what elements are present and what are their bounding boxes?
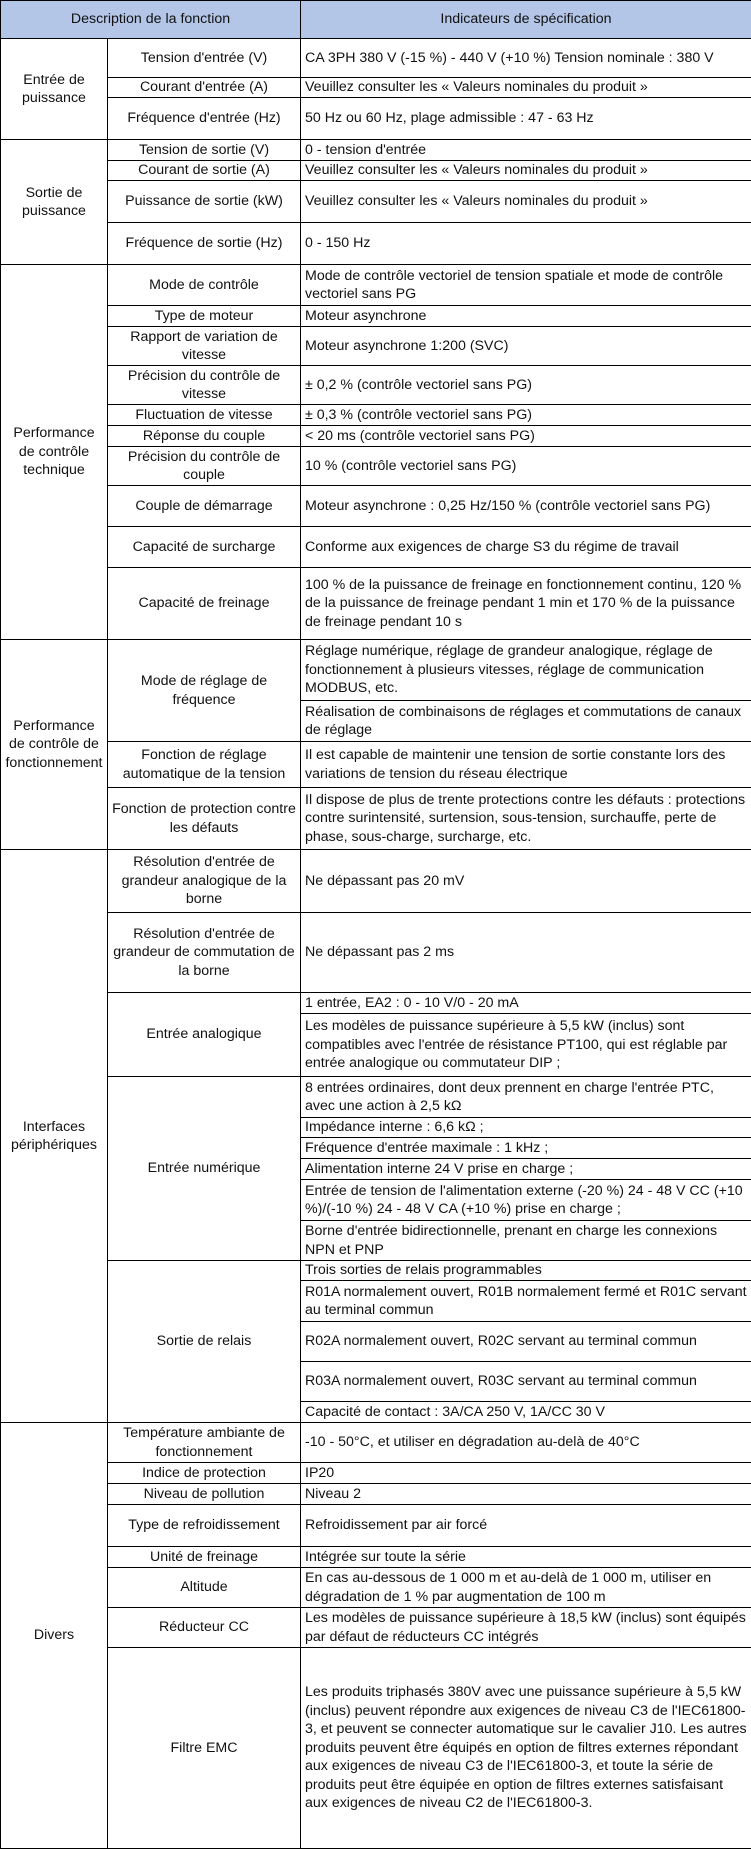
value-cell: Veuillez consulter les « Valeurs nominales du produit »: [301, 181, 751, 223]
table-row: [1, 1608, 751, 1648]
function-cell: Réponse du couple: [108, 426, 301, 447]
value-cell: Fréquence d'entrée maximale : 1 kHz ;: [301, 1138, 751, 1159]
value-cell: Les modèles de puissance supérieure à 18,5 kW (inclus) sont équipés par défaut de réducteurs CC intégrés: [301, 1608, 751, 1648]
value-cell: Ne dépassant pas 2 ms: [301, 913, 751, 993]
value-cell: Veuillez consulter les « Valeurs nominales du produit »: [301, 161, 751, 181]
table-row: [1, 1505, 751, 1547]
value-cell: R02A normalement ouvert, R02C servant au terminal commun: [301, 1322, 751, 1362]
header-indicators: Indicateurs de spécification: [301, 1, 751, 39]
value-cell: Moteur asynchrone: [301, 306, 751, 327]
table-row: [1, 223, 751, 265]
value-cell: En cas au-dessous de 1 000 m et au-delà de 1 000 m, utiliser en dégradation de 1 % par augmentation de 100 m: [301, 1568, 751, 1608]
table-row: [1, 78, 751, 98]
function-cell: Mode de réglage de fréquence: [108, 640, 301, 742]
value-cell: R01A normalement ouvert, R01B normalement fermé et R01C servant au terminal commun: [301, 1281, 751, 1322]
function-cell: Type de refroidissement: [108, 1505, 301, 1547]
table-row: [1, 993, 751, 1014]
function-cell: Fréquence d'entrée (Hz): [108, 98, 301, 140]
value-cell: Moteur asynchrone : 0,25 Hz/150 % (contrôle vectoriel sans PG): [301, 486, 751, 527]
function-cell: Puissance de sortie (kW): [108, 181, 301, 223]
function-cell: Fonction de protection contre les défauts: [108, 788, 301, 850]
table-row: [1, 447, 751, 486]
table-row: [1, 405, 751, 426]
value-cell: < 20 ms (contrôle vectoriel sans PG): [301, 426, 751, 447]
header-description: Description de la fonction: [1, 1, 301, 39]
value-cell: Trois sorties de relais programmables: [301, 1261, 751, 1281]
table-row: [1, 426, 751, 447]
value-cell: R03A normalement ouvert, R03C servant au terminal commun: [301, 1362, 751, 1402]
value-cell: Les modèles de puissance supérieure à 5,5 kW (inclus) sont compatibles avec l'entrée de résistance PT100, qui est réglable par entrée analogique ou commutateur DIP ;: [301, 1014, 751, 1077]
category-cell: Entrée de puissance: [1, 39, 108, 140]
table-row: [1, 1648, 751, 1849]
value-cell: Il dispose de plus de trente protections contre les défauts : protections contre surintensité, surtension, sous-tension, surchauffe, perte de phase, sous-charge, surcharge, etc.: [301, 788, 751, 850]
table-row: [1, 913, 751, 993]
value-cell: 10 % (contrôle vectoriel sans PG): [301, 447, 751, 486]
table-row: [1, 640, 751, 701]
table-row: [1, 39, 751, 78]
value-cell: Alimentation interne 24 V prise en charge ;: [301, 1159, 751, 1180]
table-row: [1, 140, 751, 161]
table-row: [1, 568, 751, 640]
function-cell: Niveau de pollution: [108, 1484, 301, 1505]
value-cell: -10 - 50°C, et utiliser en dégradation au-delà de 40°C: [301, 1423, 751, 1463]
function-cell: Tension d'entrée (V): [108, 39, 301, 78]
table-row: [1, 1547, 751, 1568]
function-cell: Fluctuation de vitesse: [108, 405, 301, 426]
table-row: [1, 1568, 751, 1608]
value-cell: IP20: [301, 1463, 751, 1484]
value-cell: Réglage numérique, réglage de grandeur analogique, réglage de fonctionnement à plusieurs vitesses, réglage de communication MODBUS, etc.: [301, 640, 751, 701]
table-row: [1, 527, 751, 568]
value-cell: Impédance interne : 6,6 kΩ ;: [301, 1118, 751, 1138]
category-cell: Sortie de puissance: [1, 140, 108, 265]
function-cell: Réducteur CC: [108, 1608, 301, 1648]
function-cell: Entrée numérique: [108, 1077, 301, 1261]
function-cell: Fonction de réglage automatique de la tension: [108, 742, 301, 788]
value-cell: Moteur asynchrone 1:200 (SVC): [301, 327, 751, 366]
value-cell: Conforme aux exigences de charge S3 du régime de travail: [301, 527, 751, 568]
table-row: [1, 1423, 751, 1463]
table-row: [1, 98, 751, 140]
function-cell: Entrée analogique: [108, 993, 301, 1077]
table-row: [1, 788, 751, 850]
table-row: [1, 1484, 751, 1505]
table-row: [1, 161, 751, 181]
function-cell: Capacité de freinage: [108, 568, 301, 640]
table-row: [1, 327, 751, 366]
table-row: [1, 366, 751, 405]
function-cell: Capacité de surcharge: [108, 527, 301, 568]
function-cell: Précision du contrôle de couple: [108, 447, 301, 486]
table-row: [1, 1261, 751, 1281]
function-cell: Courant de sortie (A): [108, 161, 301, 181]
function-cell: Résolution d'entrée de grandeur de commutation de la borne: [108, 913, 301, 993]
value-cell: ± 0,2 % (contrôle vectoriel sans PG): [301, 366, 751, 405]
function-cell: Indice de protection: [108, 1463, 301, 1484]
table-row: [1, 850, 751, 913]
value-cell: CA 3PH 380 V (-15 %) - 440 V (+10 %) Tension nominale : 380 V: [301, 39, 751, 78]
value-cell: Refroidissement par air forcé: [301, 1505, 751, 1547]
value-cell: Intégrée sur toute la série: [301, 1547, 751, 1568]
value-cell: Niveau 2: [301, 1484, 751, 1505]
table-row: [1, 742, 751, 788]
value-cell: Entrée de tension de l'alimentation externe (-20 %) 24 - 48 V CC (+10 %)/(-10 %) 24 - 48 V CA (+10 %) prise en charge ;: [301, 1180, 751, 1221]
table-row: [1, 1077, 751, 1118]
value-cell: 0 - tension d'entrée: [301, 140, 751, 161]
category-cell: Performance de contrôle de fonctionnement: [1, 640, 108, 850]
function-cell: Type de moteur: [108, 306, 301, 327]
function-cell: Courant d'entrée (A): [108, 78, 301, 98]
value-cell: Ne dépassant pas 20 mV: [301, 850, 751, 913]
function-cell: Altitude: [108, 1568, 301, 1608]
value-cell: Veuillez consulter les « Valeurs nominales du produit »: [301, 78, 751, 98]
value-cell: Il est capable de maintenir une tension de sortie constante lors des variations de tension du réseau électrique: [301, 742, 751, 788]
value-cell: 100 % de la puissance de freinage en fonctionnement continu, 120 % de la puissance de freinage pendant 1 min et 170 % de la puissance de freinage pendant 10 s: [301, 568, 751, 640]
table-row: [1, 181, 751, 223]
function-cell: Sortie de relais: [108, 1261, 301, 1423]
table-row: [1, 486, 751, 527]
value-cell: 50 Hz ou 60 Hz, plage admissible : 47 - 63 Hz: [301, 98, 751, 140]
value-cell: 8 entrées ordinaires, dont deux prennent en charge l'entrée PTC, avec une action à 2,5 kΩ: [301, 1077, 751, 1118]
function-cell: Unité de freinage: [108, 1547, 301, 1568]
value-cell: Les produits triphasés 380V avec une puissance supérieure à 5,5 kW (inclus) peuvent répondre aux exigences de niveau C3 de l'IEC61800-3, et peuvent se connecter automatique sur le cavalier J10. Les autres produits peuvent être équipés en option de filtres externes répondant aux exigences de niveau C3 de l'IEC61800-3, et toute la série de produits peut être équipée en option de filtres externes satisfaisant aux exigences de niveau C2 de l'IEC61800-3.: [301, 1648, 751, 1849]
function-cell: Résolution d'entrée de grandeur analogique de la borne: [108, 850, 301, 913]
value-cell: Borne d'entrée bidirectionnelle, prenant en charge les connexions NPN et PNP: [301, 1221, 751, 1261]
value-cell: Capacité de contact : 3A/CA 250 V, 1A/CC 30 V: [301, 1402, 751, 1423]
function-cell: Fréquence de sortie (Hz): [108, 223, 301, 265]
table-row: [1, 1463, 751, 1484]
function-cell: Couple de démarrage: [108, 486, 301, 527]
function-cell: Précision du contrôle de vitesse: [108, 366, 301, 405]
table-row: [1, 306, 751, 327]
value-cell: ± 0,3 % (contrôle vectoriel sans PG): [301, 405, 751, 426]
category-cell: Interfaces périphériques: [1, 850, 108, 1423]
category-cell: Divers: [1, 1423, 108, 1849]
value-cell: 0 - 150 Hz: [301, 223, 751, 265]
table-row: [1, 265, 751, 306]
function-cell: Température ambiante de fonctionnement: [108, 1423, 301, 1463]
value-cell: 1 entrée, EA2 : 0 - 10 V/0 - 20 mA: [301, 993, 751, 1014]
function-cell: Tension de sortie (V): [108, 140, 301, 161]
value-cell: Réalisation de combinaisons de réglages et commutations de canaux de réglage: [301, 701, 751, 742]
function-cell: Rapport de variation de vitesse: [108, 327, 301, 366]
value-cell: Mode de contrôle vectoriel de tension spatiale et mode de contrôle vectoriel sans PG: [301, 265, 751, 306]
function-cell: Mode de contrôle: [108, 265, 301, 306]
function-cell: Filtre EMC: [108, 1648, 301, 1849]
table-header-row: [1, 1, 751, 39]
category-cell: Performance de contrôle technique: [1, 265, 108, 640]
